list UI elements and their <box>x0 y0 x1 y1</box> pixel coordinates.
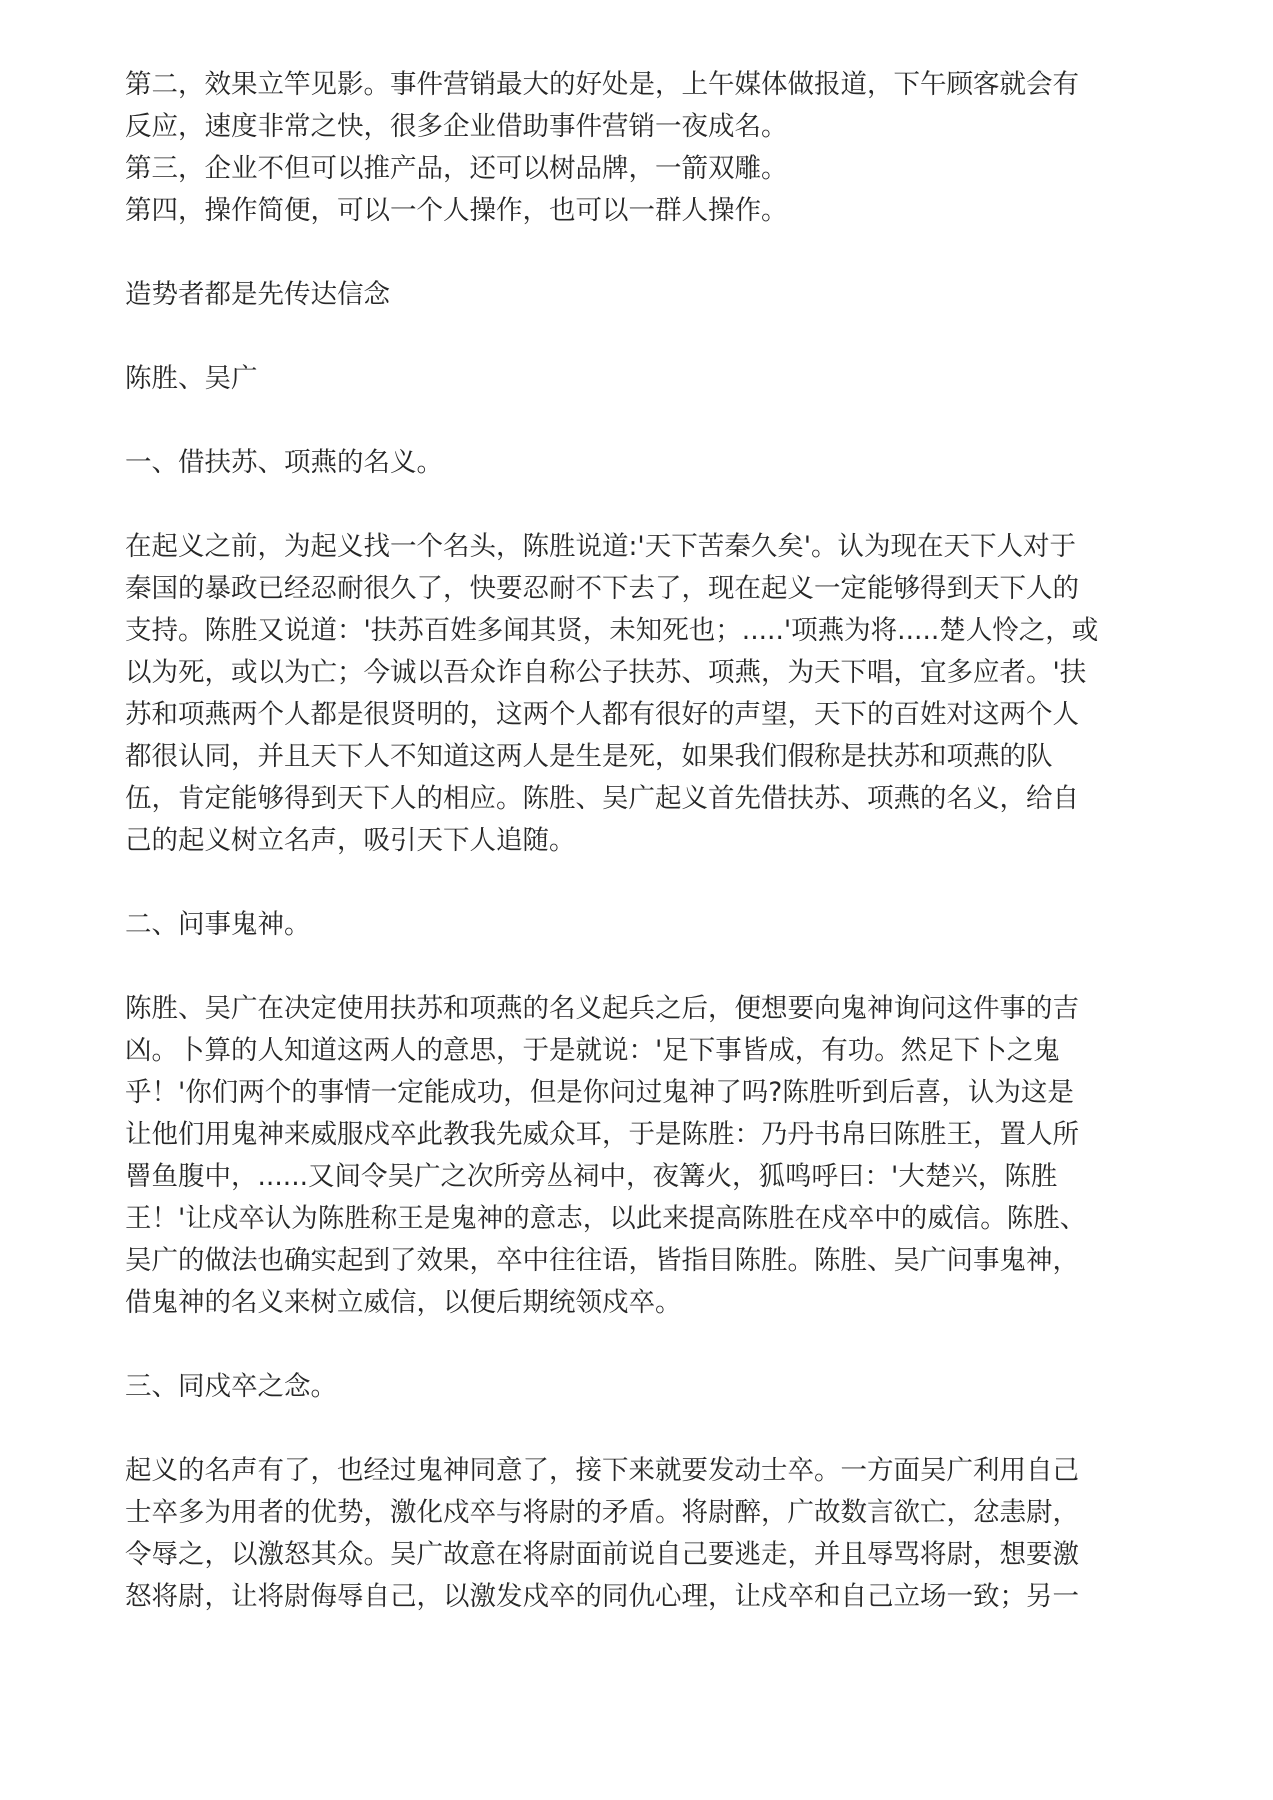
paragraph-gap <box>125 400 1165 442</box>
text-line: 怒将尉，让将尉侮辱自己，以激发戍卒的同仇心理，让戍卒和自己立场一致；另一 <box>125 1581 1079 1612</box>
text-line: 让他们用鬼神来威服戍卒此教我先威众耳，于是陈胜：乃丹书帛曰陈胜王，置人所 <box>125 1119 1079 1150</box>
text-line: 罾鱼腹中，......又间令吴广之次所旁丛祠中，夜篝火，狐鸣呼曰：'大楚兴，陈胜 <box>125 1161 1058 1192</box>
paragraph-gap <box>125 232 1165 274</box>
text-line: 吴广的做法也确实起到了效果，卒中往往语，皆指目陈胜。陈胜、吴广问事鬼神， <box>125 1245 1079 1276</box>
text-line: 第三，企业不但可以推产品，还可以树品牌，一箭双雕。 <box>125 153 788 184</box>
text-line: 陈胜、吴广在决定使用扶苏和项燕的名义起兵之后，便想要向鬼神询问这件事的吉 <box>125 993 1079 1024</box>
text-line: 士卒多为用者的优势，激化戍卒与将尉的矛盾。将尉醉，广故数言欲亡，忿恚尉， <box>125 1497 1079 1528</box>
text-line: 第二，效果立竿见影。事件营销最大的好处是，上午媒体做报道，下午顾客就会有 <box>125 69 1079 100</box>
text-line: 反应，速度非常之快，很多企业借助事件营销一夜成名。 <box>125 111 788 142</box>
text-line: 都很认同，并且天下人不知道这两人是生是死，如果我们假称是扶苏和项燕的队 <box>125 741 1053 772</box>
paragraph-gap <box>125 946 1165 988</box>
paragraph-gap <box>125 1408 1165 1450</box>
text-line: 起义的名声有了，也经过鬼神同意了，接下来就要发动士卒。一方面吴广利用自己 <box>125 1455 1079 1486</box>
section-heading: 三、同戍卒之念。 <box>125 1371 337 1402</box>
text-line: 苏和项燕两个人都是很贤明的，这两个人都有很好的声望，天下的百姓对这两个人 <box>125 699 1079 730</box>
paragraph-gap <box>125 1324 1165 1366</box>
text-line: 令辱之，以激怒其众。吴广故意在将尉面前说自己要逃走，并且辱骂将尉，想要激 <box>125 1539 1079 1570</box>
text-line: 凶。卜算的人知道这两人的意思，于是就说：'足下事皆成，有功。然足下卜之鬼 <box>125 1035 1060 1066</box>
text-line: 秦国的暴政已经忍耐很久了，快要忍耐不下去了，现在起义一定能够得到天下人的 <box>125 573 1079 604</box>
section-heading: 陈胜、吴广 <box>125 363 258 394</box>
document-page <box>125 64 1165 1618</box>
text-line: 伍，肯定能够得到天下人的相应。陈胜、吴广起义首先借扶苏、项燕的名义，给自 <box>125 783 1079 814</box>
text-line: 借鬼神的名义来树立威信，以便后期统领戍卒。 <box>125 1287 682 1318</box>
text-line: 支持。陈胜又说道：'扶苏百姓多闻其贤，未知死也；.....'项燕为将.....楚人怜之，或 <box>125 615 1099 646</box>
section-heading: 一、借扶苏、项燕的名义。 <box>125 447 443 478</box>
paragraph-gap <box>125 862 1165 904</box>
section-heading: 造势者都是先传达信念 <box>125 279 390 310</box>
text-line: 己的起义树立名声，吸引天下人追随。 <box>125 825 576 856</box>
paragraph-gap <box>125 316 1165 358</box>
section-heading: 二、问事鬼神。 <box>125 909 311 940</box>
paragraph-gap <box>125 484 1165 526</box>
text-line: 乎！'你们两个的事情一定能成功，但是你问过鬼神了吗?陈胜听到后喜，认为这是 <box>125 1077 1074 1108</box>
text-line: 第四，操作简便，可以一个人操作，也可以一群人操作。 <box>125 195 788 226</box>
text-line: 以为死，或以为亡；今诚以吾众诈自称公子扶苏、项燕，为天下唱，宜多应者。'扶 <box>125 657 1087 688</box>
text-line: 在起义之前，为起义找一个名头，陈胜说道:'天下苦秦久矣'。认为现在天下人对于 <box>125 531 1076 562</box>
text-line: 王！'让戍卒认为陈胜称王是鬼神的意志，以此来提高陈胜在戍卒中的威信。陈胜、 <box>125 1203 1087 1234</box>
